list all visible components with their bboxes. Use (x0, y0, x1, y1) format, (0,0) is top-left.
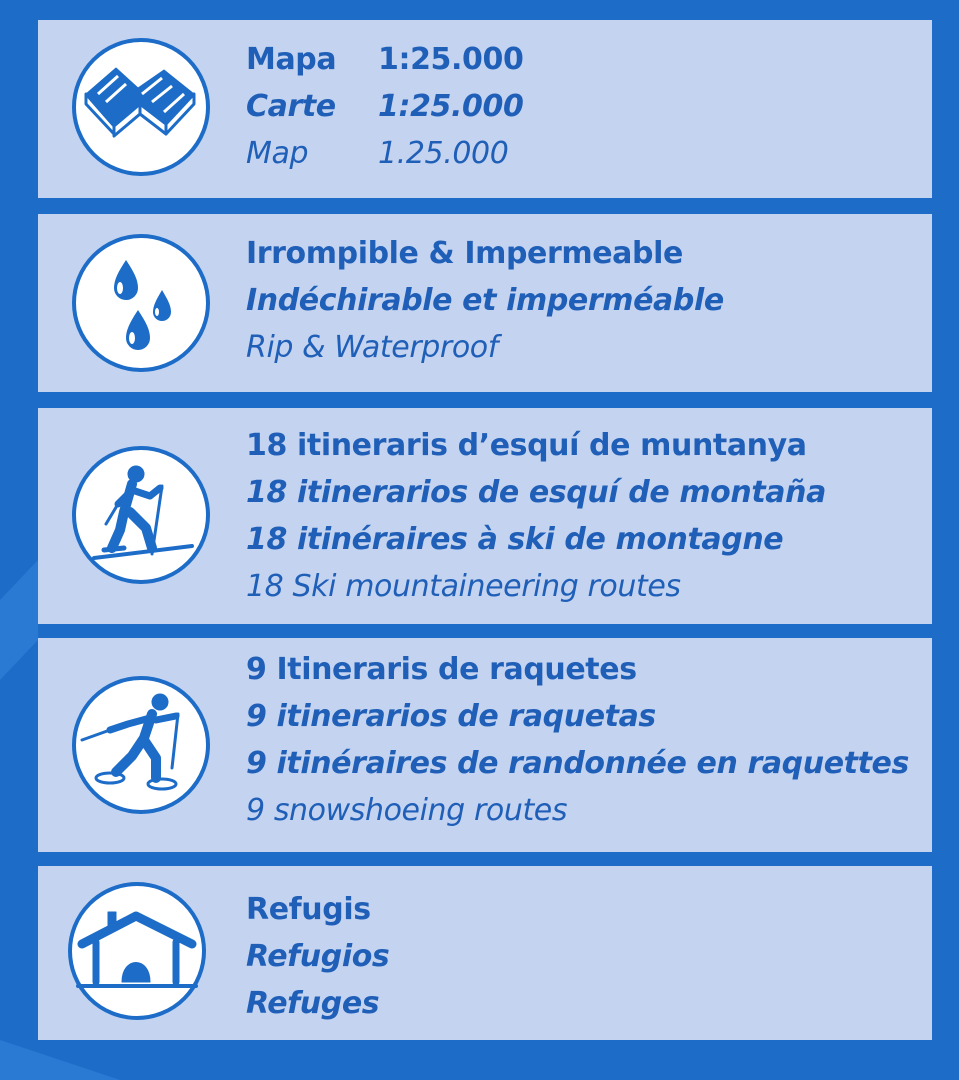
icon-circle (72, 234, 210, 372)
feature-line-french: 18 itinéraires à ski de montagne (246, 522, 784, 557)
snowshoer-icon (76, 680, 206, 810)
scale-row-english (246, 130, 523, 177)
icon-circle (72, 446, 210, 584)
panel-waterproof (38, 214, 932, 392)
scale-row-catalan (246, 36, 523, 83)
feature-line-english: Rip & Waterproof (246, 330, 498, 365)
icon-circle (72, 676, 210, 814)
feature-line-catalan: Refugis (246, 892, 371, 927)
feature-line-spanish: Refugios (246, 939, 390, 974)
feature-line-catalan: Irrompible & Impermeable (246, 236, 683, 271)
feature-line-spanish: 9 itinerarios de raquetas (246, 699, 656, 734)
scale-value: 1:25.000 (378, 42, 524, 77)
feature-line-catalan: 9 Itineraris de raquetes (246, 652, 637, 687)
feature-line-catalan: 18 itineraris d’esquí de muntanya (246, 428, 807, 463)
icon-circle (72, 38, 210, 176)
feature-line-english: 18 Ski mountaineering routes (246, 569, 681, 604)
panel-snowshoe-routes (38, 638, 932, 852)
lang-label: Map (246, 136, 309, 171)
lang-label: Carte (246, 89, 336, 124)
feature-line-english: 9 snowshoeing routes (246, 793, 568, 828)
water-drops-icon (76, 238, 206, 368)
scale-row-french (246, 83, 523, 130)
feature-line-french: Indéchirable et imperméable (246, 283, 724, 318)
ski-mountaineer-icon (76, 450, 206, 580)
scale-value: 1.25.000 (378, 136, 509, 171)
folded-map-icon (76, 42, 206, 172)
feature-line-french: 9 itinéraires de randonnée en raquettes (246, 746, 909, 781)
feature-line-french: Refuges (246, 986, 380, 1021)
panel-map-scale (38, 20, 932, 198)
panel-ski-routes (38, 408, 932, 624)
lang-label: Mapa (246, 42, 337, 77)
feature-line-spanish: 18 itinerarios de esquí de montaña (246, 475, 826, 510)
icon-circle (68, 882, 206, 1020)
panel-huts (38, 866, 932, 1040)
mountain-hut-icon (72, 886, 202, 1016)
scale-value: 1:25.000 (378, 89, 524, 124)
